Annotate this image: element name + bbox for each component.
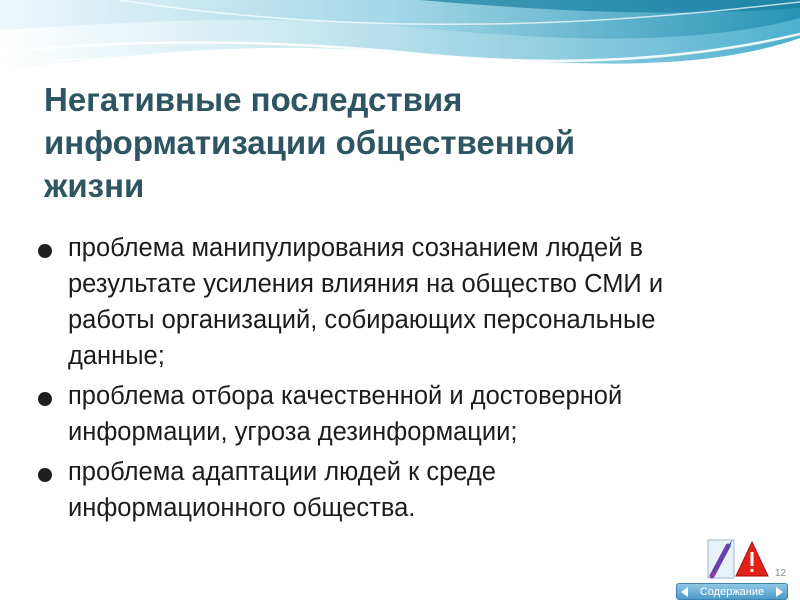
bullet-line: данные; xyxy=(68,342,165,370)
bullet-icon xyxy=(38,392,52,406)
title-line: жизни xyxy=(44,167,145,204)
slide-title xyxy=(44,78,744,207)
bullet-item xyxy=(38,378,778,450)
pen-icon xyxy=(708,540,734,578)
bullet-icon xyxy=(38,244,52,258)
bullet-line: информационного общества. xyxy=(68,494,416,522)
previous-slide-icon[interactable] xyxy=(681,587,688,597)
bullet-text xyxy=(68,454,496,526)
bullet-line: проблема манипулирования сознанием людей в xyxy=(68,234,644,262)
bullet-text xyxy=(68,230,663,374)
page-number: 12 xyxy=(775,568,787,579)
bullet-line: работы организаций, собирающих персональные xyxy=(68,306,656,334)
bullet-line: проблема отбора качественной и достоверной xyxy=(68,382,623,410)
bullet-item xyxy=(38,230,778,374)
bullet-line: информации, угроза дезинформации; xyxy=(68,418,518,446)
header-wave-decoration xyxy=(0,0,800,90)
corner-icons xyxy=(706,538,770,580)
contents-label: Содержание xyxy=(699,585,765,598)
bullet-icon xyxy=(38,468,52,482)
bullet-line: результате усиления влияния на общество СМИ и xyxy=(68,270,664,298)
contents-button[interactable] xyxy=(676,583,788,600)
bullet-list xyxy=(38,230,778,530)
bullet-line: проблема адаптации людей к среде xyxy=(68,458,496,486)
bullet-text xyxy=(68,378,622,450)
next-slide-icon[interactable] xyxy=(776,587,783,597)
bullet-item xyxy=(38,454,778,526)
title-line: информатизации общественной xyxy=(44,124,575,161)
title-line: Негативные последствия xyxy=(44,81,463,118)
warning-icon xyxy=(736,542,768,576)
